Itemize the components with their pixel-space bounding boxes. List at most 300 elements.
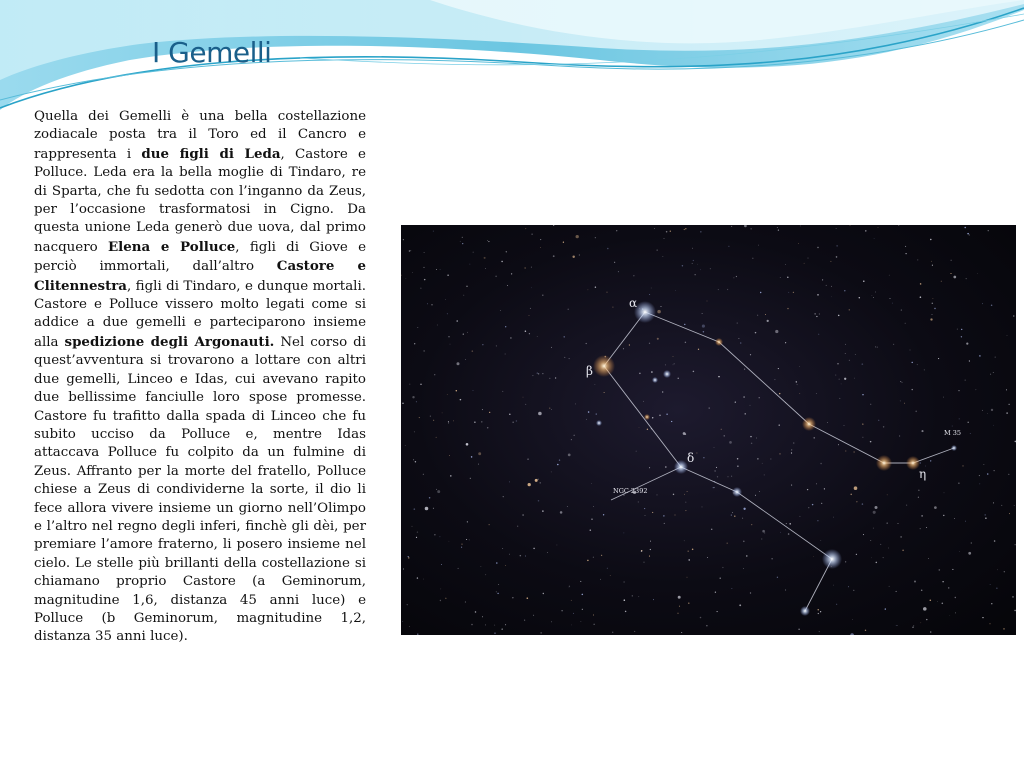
faint-star (787, 276, 789, 278)
faint-star (463, 333, 464, 334)
faint-star (990, 584, 991, 585)
faint-star (447, 275, 448, 276)
bright-stars (593, 301, 957, 616)
faint-star (654, 228, 655, 229)
faint-star (797, 384, 798, 385)
faint-star (758, 245, 759, 246)
faint-star (412, 396, 414, 398)
faint-star (593, 557, 594, 558)
faint-star (538, 500, 540, 502)
faint-star (984, 464, 985, 465)
faint-star (839, 398, 840, 399)
faint-star (603, 514, 604, 515)
faint-star (722, 567, 723, 568)
faint-star (657, 338, 659, 340)
faint-star (532, 375, 533, 376)
faint-star (714, 487, 715, 488)
faint-star (417, 577, 418, 578)
faint-star (416, 401, 417, 402)
faint-star (715, 592, 716, 593)
faint-star (780, 277, 781, 278)
faint-star (845, 451, 846, 452)
faint-star (542, 373, 543, 374)
faint-star (496, 345, 497, 346)
faint-star (835, 375, 836, 376)
faint-star (417, 327, 418, 328)
faint-star (762, 530, 765, 533)
bold-phrase: Castore e Clitennestra (34, 258, 367, 294)
faint-star (962, 465, 964, 467)
faint-star (460, 241, 461, 242)
faint-star (416, 537, 417, 538)
faint-star (466, 539, 467, 540)
faint-star (870, 404, 871, 405)
faint-star (624, 599, 626, 601)
faint-star (569, 587, 570, 588)
faint-star (442, 413, 443, 414)
faint-star (703, 331, 704, 332)
faint-star (724, 435, 725, 436)
faint-star (932, 265, 933, 266)
faint-star (657, 250, 658, 251)
faint-star (692, 263, 693, 264)
faint-star (957, 329, 958, 330)
faint-star (727, 289, 728, 290)
faint-star (415, 461, 416, 462)
faint-star (440, 600, 441, 601)
faint-star (964, 227, 966, 229)
faint-star (651, 371, 653, 373)
faint-star (414, 508, 416, 510)
faint-star (914, 581, 916, 583)
faint-star (732, 588, 733, 589)
faint-star (612, 306, 613, 307)
faint-star (586, 343, 587, 344)
faint-star (424, 252, 425, 253)
faint-star (863, 534, 864, 535)
faint-star (729, 441, 732, 444)
faint-star (702, 313, 703, 314)
star-delta (674, 460, 688, 474)
faint-star (855, 354, 856, 355)
faint-star (807, 258, 808, 259)
faint-star (412, 272, 413, 273)
faint-star (751, 228, 752, 229)
faint-star (775, 330, 778, 333)
faint-star (878, 420, 879, 421)
faint-star (774, 379, 775, 380)
faint-star (996, 588, 997, 589)
faint-star (481, 566, 482, 567)
faint-star (531, 234, 532, 235)
faint-star (785, 590, 786, 591)
faint-star (744, 225, 747, 227)
faint-star (833, 517, 834, 518)
faint-star (533, 615, 534, 616)
faint-star (827, 422, 828, 423)
star-xi (800, 606, 810, 616)
faint-star (886, 522, 888, 524)
faint-star (437, 325, 438, 326)
faint-star (473, 252, 474, 253)
faint-star (409, 384, 410, 385)
faint-star (688, 559, 689, 560)
faint-star (897, 523, 898, 524)
faint-star (482, 409, 483, 410)
faint-star (417, 531, 418, 532)
faint-star (799, 393, 800, 394)
faint-star (710, 268, 711, 269)
faint-star (487, 240, 488, 241)
faint-star (458, 568, 459, 569)
faint-star (533, 548, 535, 550)
faint-star (639, 373, 640, 374)
faint-star (461, 547, 462, 548)
ngc-label: NGC 2392 (613, 487, 648, 495)
faint-star (593, 506, 594, 507)
text-run: , figli di Tindaro, e dunque mortali. Castore e Polluce vissero molto legati come si addice a due gemelli e parteciparono insieme alla (34, 278, 366, 350)
faint-star (856, 554, 857, 555)
faint-star (923, 607, 927, 611)
faint-star (662, 391, 663, 392)
faint-star (495, 276, 497, 278)
faint-star (700, 231, 701, 232)
faint-star (445, 299, 446, 300)
faint-star (664, 238, 665, 239)
faint-star (474, 422, 475, 423)
faint-star (579, 255, 580, 256)
faint-star (440, 589, 441, 590)
faint-star (862, 363, 864, 365)
faint-star (537, 336, 538, 337)
faint-star (788, 533, 790, 535)
faint-star (417, 634, 418, 635)
faint-star (685, 502, 686, 503)
faint-star (876, 562, 878, 564)
faint-star (799, 516, 800, 517)
faint-star (987, 473, 989, 475)
faint-star (742, 518, 743, 519)
faint-star (461, 544, 462, 545)
faint-star (1015, 441, 1016, 443)
faint-star (610, 575, 611, 576)
faint-star (706, 625, 707, 626)
faint-star (529, 315, 530, 316)
faint-star (877, 347, 878, 348)
faint-star (934, 506, 937, 509)
faint-star (862, 503, 863, 504)
faint-star (424, 350, 425, 351)
faint-star (833, 585, 834, 586)
faint-star (870, 441, 872, 443)
faint-star (971, 543, 972, 544)
faint-star (502, 391, 503, 392)
faint-star (849, 360, 850, 361)
star-mu (876, 455, 892, 471)
faint-star (604, 392, 605, 393)
faint-star (764, 474, 765, 475)
faint-star (728, 476, 729, 477)
faint-star (505, 624, 506, 625)
faint-star (737, 458, 739, 460)
faint-star (553, 225, 554, 226)
faint-star (944, 492, 945, 493)
faint-star (467, 521, 468, 522)
faint-star (939, 569, 941, 571)
faint-star (850, 494, 851, 495)
faint-star (720, 578, 721, 579)
faint-star (482, 344, 483, 345)
faint-star (606, 292, 607, 293)
faint-star (601, 555, 602, 556)
faint-star (573, 613, 574, 614)
faint-star (997, 569, 998, 570)
faint-star (905, 246, 906, 247)
faint-star (595, 384, 596, 385)
faint-star (465, 601, 466, 602)
faint-star (845, 353, 846, 354)
faint-star (883, 426, 884, 427)
faint-star (425, 507, 429, 511)
faint-star (430, 416, 431, 417)
faint-star (437, 490, 440, 493)
faint-star (756, 438, 757, 439)
constellation-lines (604, 312, 954, 611)
faint-star (538, 412, 542, 416)
faint-star (841, 384, 842, 385)
faint-star (593, 615, 594, 616)
faint-star (890, 298, 891, 299)
faint-star (433, 508, 434, 509)
faint-star (865, 630, 866, 631)
faint-star (651, 288, 652, 289)
star-alhena (822, 549, 842, 569)
faint-star (859, 297, 860, 298)
faint-star (436, 437, 437, 438)
faint-star (1009, 404, 1010, 405)
faint-star (665, 466, 667, 468)
faint-star (481, 421, 482, 422)
faint-star (728, 246, 729, 247)
faint-star (448, 421, 449, 422)
faint-star (494, 633, 495, 634)
faint-star (414, 343, 415, 344)
faint-star (993, 372, 994, 373)
faint-star (498, 584, 499, 585)
faint-star (816, 393, 817, 394)
faint-star (556, 545, 557, 546)
faint-star (551, 409, 552, 410)
faint-star (420, 384, 421, 385)
faint-star (408, 556, 409, 557)
faint-star (549, 378, 550, 379)
star-upsilon (663, 370, 671, 378)
faint-star (551, 472, 552, 473)
faint-star (926, 527, 927, 528)
faint-star (831, 286, 832, 287)
starfield (401, 225, 1016, 635)
faint-star (968, 552, 971, 555)
cluster-m35 (951, 445, 957, 451)
faint-star (778, 368, 779, 369)
faint-star (937, 601, 938, 602)
faint-star (484, 257, 486, 259)
faint-star (616, 230, 617, 231)
faint-star (1014, 610, 1015, 611)
faint-star (862, 394, 863, 395)
faint-star (955, 612, 956, 613)
faint-star (535, 479, 538, 482)
faint-star (761, 539, 762, 540)
faint-star (543, 593, 544, 594)
faint-star (549, 408, 550, 409)
faint-star (967, 422, 968, 423)
faint-star (889, 586, 890, 587)
faint-star (663, 256, 664, 257)
faint-star (709, 407, 710, 408)
faint-star (401, 275, 402, 276)
faint-star (649, 556, 650, 557)
faint-star (661, 306, 662, 307)
faint-star (485, 268, 486, 269)
faint-star (791, 452, 792, 453)
star-kappa (652, 377, 658, 383)
faint-star (1004, 571, 1005, 572)
faint-star (433, 231, 434, 232)
faint-star (409, 626, 410, 627)
faint-star (684, 229, 685, 230)
castor-star (634, 301, 656, 323)
faint-star (970, 433, 971, 434)
faint-star (900, 536, 902, 538)
eta-label: η (919, 467, 927, 481)
faint-star (403, 239, 404, 240)
faint-star (687, 550, 688, 551)
faint-star (448, 422, 449, 423)
faint-star (896, 591, 897, 592)
faint-star (540, 239, 541, 240)
star-mebsuta (802, 417, 816, 431)
faint-star (434, 374, 435, 375)
faint-star (845, 344, 846, 345)
faint-star (892, 303, 893, 304)
faint-star (509, 481, 510, 482)
faint-star (494, 625, 495, 626)
faint-star (1008, 474, 1009, 475)
faint-star (958, 483, 959, 484)
faint-star (912, 389, 913, 390)
faint-star (509, 554, 510, 555)
faint-star (887, 494, 888, 495)
faint-star (883, 557, 884, 558)
faint-star (796, 381, 797, 382)
faint-star (496, 562, 498, 564)
faint-star (991, 603, 992, 604)
faint-star (854, 486, 858, 490)
faint-star (821, 503, 822, 504)
faint-star (779, 453, 780, 454)
faint-star (692, 549, 694, 551)
faint-star (745, 413, 746, 414)
faint-star (988, 230, 989, 231)
faint-star (930, 600, 932, 602)
faint-star (913, 625, 914, 626)
faint-star (594, 624, 595, 625)
faint-star (703, 457, 704, 458)
faint-star (976, 389, 977, 390)
faint-star (899, 436, 900, 437)
faint-star (931, 261, 932, 262)
faint-star (717, 611, 718, 612)
faint-star (520, 555, 522, 557)
faint-star (896, 625, 897, 626)
faint-star (449, 455, 450, 456)
faint-star (818, 334, 819, 335)
faint-star (671, 421, 672, 422)
faint-star (586, 419, 587, 420)
faint-star (639, 427, 640, 428)
faint-star (469, 539, 470, 540)
faint-star (1009, 513, 1010, 514)
faint-star (450, 475, 452, 477)
faint-star (650, 541, 651, 542)
faint-star (979, 484, 980, 485)
faint-star (780, 532, 781, 533)
faint-star (686, 577, 687, 578)
faint-star (743, 568, 744, 569)
faint-star (717, 476, 718, 477)
faint-star (744, 368, 745, 369)
faint-star (984, 514, 986, 516)
faint-star (733, 277, 734, 278)
faint-star (757, 315, 758, 316)
faint-star (799, 366, 800, 367)
faint-star (522, 514, 524, 516)
faint-star (568, 454, 571, 457)
faint-star (905, 323, 906, 324)
faint-star (902, 382, 903, 383)
faint-star (787, 308, 788, 309)
faint-star (917, 259, 918, 260)
faint-star (528, 483, 531, 486)
faint-star (985, 518, 986, 519)
faint-star (751, 443, 752, 444)
faint-star (982, 617, 983, 618)
faint-star (737, 466, 738, 467)
faint-star (634, 631, 635, 632)
faint-star (511, 273, 512, 274)
faint-star (657, 310, 661, 314)
faint-star (439, 536, 440, 537)
faint-star (757, 458, 758, 459)
faint-star (659, 415, 661, 417)
faint-star (837, 363, 838, 364)
faint-star (638, 596, 639, 597)
faint-star (959, 551, 960, 552)
faint-star (471, 624, 473, 626)
faint-star (650, 549, 651, 550)
faint-star (569, 586, 570, 587)
faint-star (653, 599, 654, 600)
faint-star (537, 372, 538, 373)
faint-star (817, 247, 818, 248)
faint-star (716, 467, 717, 468)
faint-star (911, 362, 912, 363)
faint-star (587, 560, 589, 562)
faint-star (921, 590, 923, 592)
faint-star (557, 464, 559, 466)
faint-star (607, 248, 609, 250)
